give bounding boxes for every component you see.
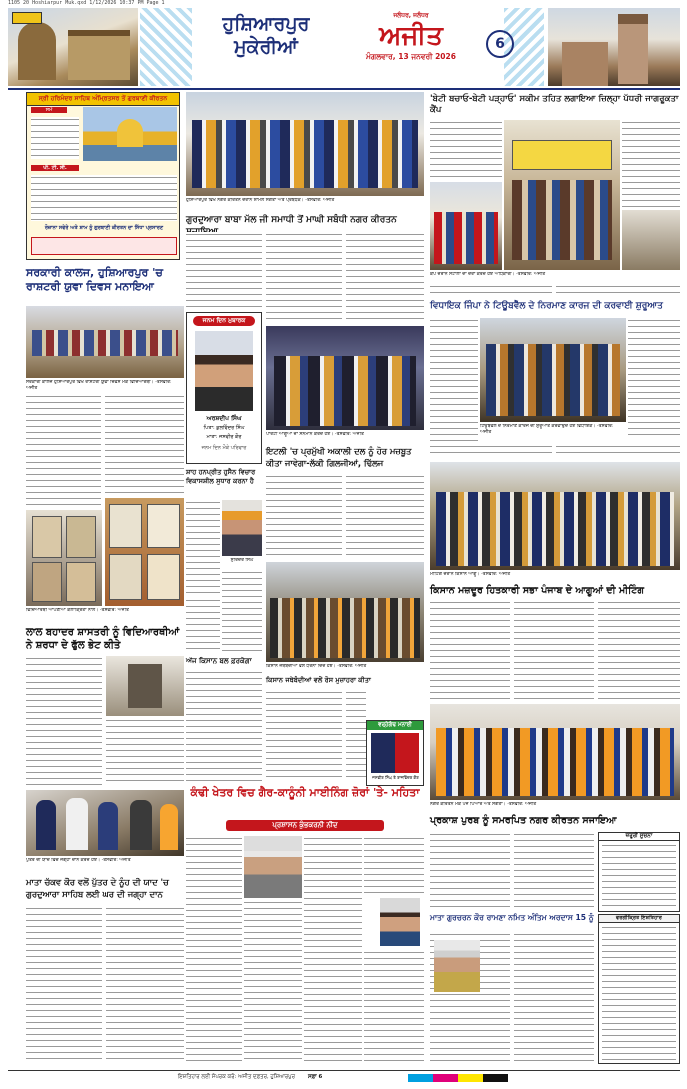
photo-kisan: [430, 462, 680, 570]
ad-gurbani-title: ਸ੍ਰੀ ਹਰਿਮੰਦਰ ਸਾਹਿਬ ਅੰਮ੍ਰਿਤਸਰ ਤੋਂ ਗੁਰਬਾਣੀ ਕੀਰਤਨ: [27, 93, 179, 106]
photo-kandi-person: [244, 836, 302, 898]
title-line-2: ਮੁਕੇਰੀਆਂ: [234, 36, 298, 58]
headline-vidhayak: ਵਿਧਾਇਕ ਜਿੰਪਾ ਨੇ ਟਿਊਬਵੈੱਲ ਦੇ ਨਿਰਮਾਣ ਕਾਰਜ ਦੀ ਕਰਵਾਈ ਸ਼ੁਰੂਆਤ: [430, 301, 663, 311]
photo-gurdwara: [186, 92, 424, 196]
issue-date: ਮੰਗਲਵਾਰ, 13 ਜਨਵਰੀ 2026: [366, 52, 456, 61]
caption-kisan: ਮੀਟਿੰਗ ਦੌਰਾਨ ਕਿਸਾਨ ਆਗੂ। -ਤਸਵੀਰ: ਅਜੀਤ: [430, 572, 511, 577]
article-vidhayak: [430, 318, 478, 442]
birthday-line1: ਪਿਤਾ: ਕੁਲਵਿੰਦਰ ਸਿੰਘ: [203, 425, 245, 431]
anniversary-photo: [371, 733, 419, 773]
birthday-heading: ਜਨਮ ਦਿਨ ਮੁਬਾਰਕ: [193, 316, 255, 326]
birthday-caption: ਜਨਮ ਦਿਨ ਮੌਕੇ ਪਰਿਵਾਰ: [201, 445, 247, 451]
photo-college: [26, 306, 184, 378]
masthead-right-photo: [548, 8, 680, 86]
caption-protest: ਕਿਸਾਨ ਜਥੇਬੰਦੀਆਂ ਵਲੋਂ ਧਰਨਾ ਦਿੰਦੇ ਹੋਏ। -ਤਸਵੀਰ: ਅਜੀਤ: [266, 664, 367, 669]
article-mata: [26, 906, 102, 1064]
page-number: 6: [486, 30, 514, 58]
article-tiger: [266, 474, 342, 560]
print-slug: 1105 20 Hoshiarpur Muk.qxd 1/12/2026 10:37 PM Page 1: [8, 0, 165, 6]
brand-logo: ਅਜੀਤ: [379, 21, 443, 51]
caption-college: ਸਰਕਾਰੀ ਕਾਲਜ ਹੁਸ਼ਿਆਰਪੁਰ ਵਿਖੇ ਰਾਸ਼ਟਰੀ ਯੁਵਾ ਦਿਵਸ ਮੌਕੇ ਵਿਦਿਆਰਥੀ। -ਤਸਵੀਰ: ਅਜੀਤ: [26, 380, 184, 392]
photo-young-man: [380, 898, 420, 946]
masthead-title: [196, 12, 336, 82]
ad-gurbani-label-2: ਪੀ. ਟੀ. ਸੀ.: [31, 165, 79, 171]
birthday-name: ਅਰਸ਼ਦੀਪ ਸਿੰਘ: [206, 415, 242, 422]
article-college-2: [105, 394, 184, 496]
photo-protest: [266, 562, 424, 662]
headline-beti: 'ਬੇਟੀ ਬਚਾਓ-ਬੇਟੀ ਪੜ੍ਹਾਓ' ਸਕੀਮ ਤਹਿਤ ਲਗਾਇਆ ਜ਼ਿਲ੍ਹਾ ਪੱਧਰੀ ਜਾਗਰੂਕਤਾ ਕੈਂਪ: [430, 94, 679, 115]
photo-students-art: [105, 498, 184, 606]
birthday-box: [186, 312, 262, 464]
headline-akhand: ਮਾਤਾ ਗੁਰਚਰਨ ਕੌਰ ਰਾਮਣਾ ਨਮਿਤ ਅੰਤਿਮ ਅਰਦਾਸ 15 ਨੂੰ: [430, 913, 594, 922]
notice-heading: ਜ਼ਰੂਰੀ ਸੂਚਨਾ: [599, 833, 679, 841]
headline-college: ਸਰਕਾਰੀ ਕਾਲਜ, ਹੁਸ਼ਿਆਰਪੁਰ 'ਚ ਰਾਸ਼ਟਰੀ ਯੁਵਾ ਦਿਵਸ ਮਨਾਇਆ: [26, 266, 163, 293]
masthead: [8, 8, 680, 88]
caption-tiger: ਪਾਰਟੀ ਆਗੂਆਂ ਦਾ ਸਨਮਾਨ ਕਰਦੇ ਹੋਏ। -ਤਸਵੀਰ: ਅਜੀਤ: [266, 432, 364, 437]
headline-mata: ਮਾਤਾ ਚੱਕਵ ਕੌਰ ਵਲੋਂ ਪੁੱਤਰ ਦੇ ਨੂੰਹ ਦੀ ਯਾਦ 'ਚ ਗੁਰਦੁਆਰਾ ਸਾਹਿਬ ਲਈ ਘਰ ਦੀ ਜਗ੍ਹਾ ਦਾਨ: [26, 877, 169, 899]
footer: [8, 1070, 680, 1086]
notice-box: [598, 832, 680, 912]
ad-gurbani: [26, 92, 180, 260]
photo-tiger-party: [266, 326, 424, 430]
article-gurdwara: [186, 232, 262, 308]
article-sadhu: [186, 500, 220, 596]
anniversary-box: [366, 720, 424, 786]
headline-gurdwara: ਗੁਰਦੁਆਰਾ ਬਾਬਾ ਮੱਲ ਜੀ ਸਮਾਧੀ ਤੋਂ ਮਾਘੀ ਸਬੰਧੀ ਨਗਰ ਕੀਰਤਨ: [186, 215, 397, 225]
photo-sadhu: [222, 500, 262, 556]
headline-arbed: ਅੱਜ ਕਿਸਾਨ ਬਲ ਫ਼ਰਕੇਗਾ: [186, 657, 252, 665]
brand-tag: ਜਲੰਧਰ, ਜਲੰਧਰ: [393, 12, 429, 19]
article-beti: [430, 120, 502, 180]
golden-temple-photo: [83, 107, 177, 161]
footer-page: ਸਫ਼ਾ 6: [308, 1074, 323, 1080]
caption-prakash: ਨਗਰ ਕੀਰਤਨ ਮੌਕੇ ਪੰਜ ਪਿਆਰੇ ਅਤੇ ਸੰਗਤਾਂ। -ਤਸਵੀਰ: ਅਜੀਤ: [430, 802, 537, 807]
headline-prakash: ਪ੍ਰਕਾਸ਼ ਪੁਰਬ ਨੂੰ ਸਮਰਪਿਤ ਨਗਰ ਕੀਰਤਨ ਸਜਾਇਆ: [430, 815, 617, 826]
color-bar: [408, 1074, 508, 1082]
anniversary-names: ਜਸਵੀਰ ਸਿੰਘ ਤੇ ਰਾਜਵਿੰਦਰ ਕੌਰ: [372, 775, 419, 780]
classified-heading: ਵਰਗੀਕ੍ਰਿਤ ਇਸ਼ਤਿਹਾਰ: [599, 915, 679, 923]
subhead-prashasan: ਪ੍ਰਸ਼ਾਸਨ ਕੁੰਭਕਰਨੀ ਨੀਂਦ: [226, 820, 384, 831]
photo-prakash: [430, 704, 680, 800]
birthday-line2: ਮਾਤਾ: ਜਸਵੀਰ ਕੌਰ: [206, 434, 242, 440]
masthead-left-photo: [8, 8, 138, 86]
ad-gurbani-info: ਰੋਜ਼ਾਨਾ ਸਵੇਰੇ ਅਤੇ ਸ਼ਾਮ ਨੂੰ ਗੁਰਬਾਣੀ ਕੀਰਤਨ ਦਾ ਸਿੱਧਾ ਪ੍ਰਸਾਰਣ: [44, 225, 164, 231]
photo-vidhayak: [480, 318, 626, 422]
headline-sadhu: ਸ਼ਾਹ ਹਨਪ੍ਰੀਤ ਹੁਸੈਨ ਵਿਚਾਰ ਵਿਕਾਸਸ਼ੀਲ ਸੁਧਾਰ ਕਰਨਾ ਹੈ: [186, 468, 256, 485]
footer-text: ਇਸ਼ਤਿਹਾਰ ਲਈ ਸੰਪਰਕ ਕਰੋ: ਅਜੀਤ ਦਫ਼ਤਰ, ਹੁਸ਼ਿਆਰਪੁਰ: [178, 1074, 296, 1080]
photo-mata-left: [26, 790, 184, 856]
article-prakash: [430, 832, 510, 908]
headline-kharabi: ਕਿਸਾਨ ਜਥੇਬੰਦੀਆਂ ਵਲੋਂ ਰੋਸ ਮੁਜ਼ਾਹਰਾ ਕੀਤਾ: [266, 676, 371, 684]
article-lal: [26, 656, 102, 786]
photo-antim: [434, 940, 480, 992]
article-kisan: [430, 600, 510, 700]
birthday-photo: [195, 331, 253, 411]
photo-beti-1: [504, 120, 620, 270]
caption-vidhayak: ਟਿਊਬਵੈੱਲ ਦੇ ਨਿਰਮਾਣ ਕਾਰਜ ਦੀ ਸ਼ੁਰੂਆਤ ਕਰਵਾਉਂਦੇ ਹੋਏ ਵਿਧਾਇਕ। -ਤਸਵੀਰ: ਅਜੀਤ: [480, 424, 614, 435]
caption-sadhu: ਸੁਰਿੰਦਰ ਸਿੰਘ: [230, 558, 254, 563]
anniversary-heading: ਵਰ੍ਹੇਗੰਢ ਮਨਾਈ: [367, 721, 423, 730]
headline-kandi: ਕੰਢੀ ਖੇਤਰ ਵਿਚ ਗੈਰ-ਕਾਨੂੰਨੀ ਮਾਈਨਿੰਗ ਜ਼ੋਰਾਂ 'ਤੇ- ਮਹਿਤਾ: [190, 786, 420, 799]
headline-tiger: ਇਟਲੀ 'ਚ ਪ੍ਰਮੁੱਖੀ ਅਕਾਲੀ ਦਲ ਨੂੰ ਹੋਰ ਮਜ਼ਬੂਤ ਕੀਤਾ ਜਾਵੇਗਾ-ਲੱਕੀ ਗਿਲਜੀਆਂ, ਢਿੱਲਜ: [266, 446, 412, 468]
caption-beti: ਕੈਂਪ ਦੌਰਾਨ ਸਟਾਲਾਂ ਦਾ ਦੌਰਾ ਕਰਦੇ ਹੋਏ ਅਧਿਕਾਰੀ। -ਤਸਵੀਰ: ਅਜੀਤ: [430, 272, 546, 277]
article-kandi: [186, 836, 242, 1064]
headline-lal: ਲਾਲ ਬਹਾਦਰ ਸ਼ਾਸਤਰੀ ਨੂੰ ਵਿਦਿਆਰਥੀਆਂ ਨੇ ਸ਼ਰਧਾ ਦੇ ਫੁੱਲ ਭੇਟ ਕੀਤੇ: [26, 627, 180, 651]
caption-students: ਵਿਦਿਆਰਥੀ ਆਪਣੀਆਂ ਕਲਾਕ੍ਰਿਤਾਂ ਨਾਲ। -ਤਸਵੀਰ: ਅਜੀਤ: [26, 608, 129, 613]
brand-block: [340, 12, 482, 82]
photo-beti-2: [622, 210, 680, 270]
photo-lal: [106, 656, 184, 716]
caption-gurdwara: ਹੁਸ਼ਿਆਰਪੁਰ ਵਿਖੇ ਨਗਰ ਕੀਰਤਨ ਦੌਰਾਨ ਸ਼ਾਮਲ ਸੰਗਤਾਂ ਅਤੇ ਪ੍ਰਬੰਧਕ। -ਤਸਵੀਰ: ਅਜੀਤ: [186, 198, 335, 203]
classified-box: [598, 914, 680, 1064]
headline-kisan: ਕਿਸਾਨ ਮਜ਼ਦੂਰ ਹਿਤਕਾਰੀ ਸਭਾ ਪੰਜਾਬ ਦੇ ਆਗੂਆਂ ਦੀ ਮੀਟਿੰਗ: [430, 585, 645, 596]
article-arbed: [186, 670, 262, 782]
caption-mata: ਪੁੱਤਰ ਦੀ ਯਾਦ ਵਿਚ ਜਗ੍ਹਾ ਦਾਨ ਕਰਦੇ ਹੋਏ। -ਤਸਵੀਰ: ਅਜੀਤ: [26, 858, 131, 863]
ad-gurbani-label-1: ਸਮੇਂ: [31, 107, 67, 113]
masthead-pattern: [140, 8, 192, 86]
photo-beti-stall: [430, 182, 502, 270]
photo-students-left: [26, 510, 102, 606]
title-line-1: ਹੁਸ਼ਿਆਰਪੁਰ: [222, 13, 310, 35]
